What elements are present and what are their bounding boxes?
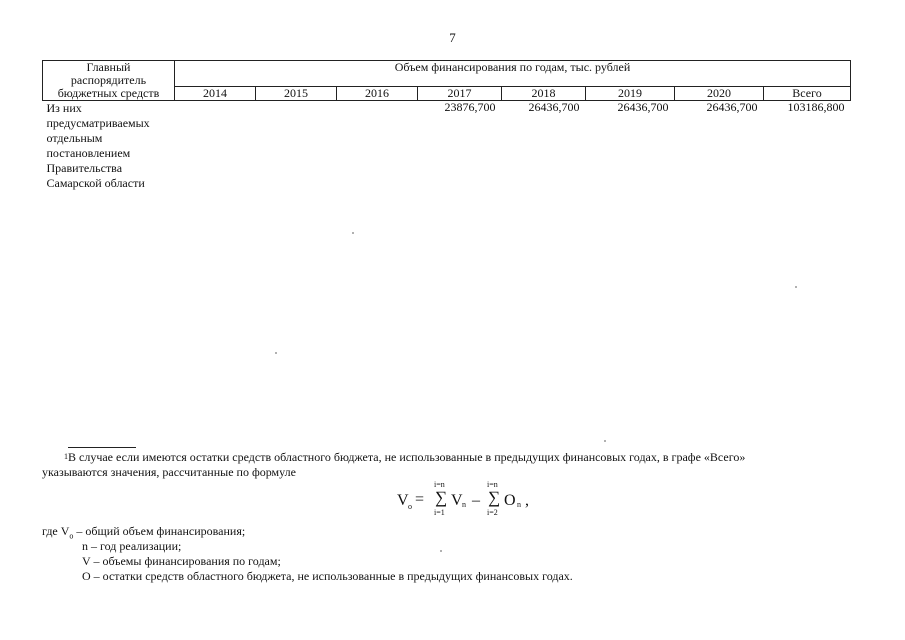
header-year: 2017 <box>418 87 502 101</box>
sum-symbol-icon: ∑ <box>435 488 448 507</box>
row-label-line: постановлением <box>46 146 131 160</box>
cell-value: 26436,700 <box>706 100 758 114</box>
header-main-line: бюджетных средств <box>57 86 160 100</box>
row-label-line: отдельным <box>46 131 103 145</box>
scan-speck <box>275 352 277 354</box>
header-year: 2018 <box>502 87 586 101</box>
formula-term2-sub: n <box>517 500 521 509</box>
cell-value <box>175 101 256 192</box>
cell-value <box>256 101 337 192</box>
legend-line3: V – объемы финансирования по годам; <box>82 554 281 568</box>
legend-v-sub: o <box>69 531 74 541</box>
scan-speck <box>795 286 797 288</box>
legend-v-prefix: где V <box>42 524 70 538</box>
header-total: Всего <box>764 87 851 101</box>
scan-speck <box>352 232 354 234</box>
row-label-line: предусматриваемых <box>46 116 150 130</box>
cell-value: 26436,700 <box>528 100 580 114</box>
footnote-line2: указываются значения, рассчитанные по формуле <box>42 465 296 479</box>
formula-upper1: i=n <box>434 480 445 489</box>
sum-symbol-icon: ∑ <box>488 488 501 507</box>
formula-lhs-sub: o <box>408 502 412 511</box>
formula-term1: V <box>451 492 463 509</box>
scan-speck <box>604 440 606 442</box>
legend-line4: O – остатки средств областного бюджета, не использованные в предыдущих финансовых годах. <box>82 569 573 583</box>
cell-value: 103186,800 <box>787 100 845 114</box>
scan-speck <box>440 550 442 552</box>
row-label-line: Самарской области <box>46 176 145 190</box>
page-number: 7 <box>449 30 456 45</box>
formula-minus: – <box>472 492 480 509</box>
header-year: 2014 <box>175 87 256 101</box>
footnote-separator <box>68 447 136 448</box>
row-label-line: Правительства <box>46 161 123 175</box>
formula-eq: = <box>415 491 425 508</box>
row-label <box>43 101 175 192</box>
formula-lower2: i=2 <box>487 508 498 517</box>
formula-upper2: i=n <box>487 480 498 489</box>
header-main-line: распорядитель <box>70 73 147 87</box>
header-financing-group: Объем финансирования по годам, тыс. рублей <box>175 61 851 87</box>
header-year: 2020 <box>675 87 764 101</box>
row-label-line: Из них <box>46 101 82 115</box>
legend-v-text: – общий объем финансирования; <box>73 524 246 538</box>
formula <box>397 480 537 520</box>
header-year: 2019 <box>586 87 675 101</box>
footnote-line1 <box>64 450 745 464</box>
header-main-distributor <box>43 61 175 101</box>
header-year: 2016 <box>337 87 418 101</box>
formula-term1-sub: n <box>462 500 466 509</box>
cell-value <box>337 101 418 192</box>
formula-lower1: i=1 <box>434 508 445 517</box>
header-year: 2015 <box>256 87 337 101</box>
formula-tail: , <box>525 492 529 509</box>
formula-term2: O <box>504 492 516 509</box>
financing-table <box>42 60 851 191</box>
footnote-marker: 1 <box>64 452 68 461</box>
footnote-text: В случае если имеются остатки средств областного бюджета, не использованные в предыдущих финансовых годах, в графе «Всего» <box>68 450 746 464</box>
formula-lhs: V <box>397 492 409 509</box>
legend-line2: n – год реализации; <box>82 539 182 553</box>
cell-value: 23876,700 <box>444 100 496 114</box>
cell-value: 26436,700 <box>617 100 669 114</box>
header-main-line: Главный <box>86 60 131 74</box>
table-row <box>43 101 851 192</box>
